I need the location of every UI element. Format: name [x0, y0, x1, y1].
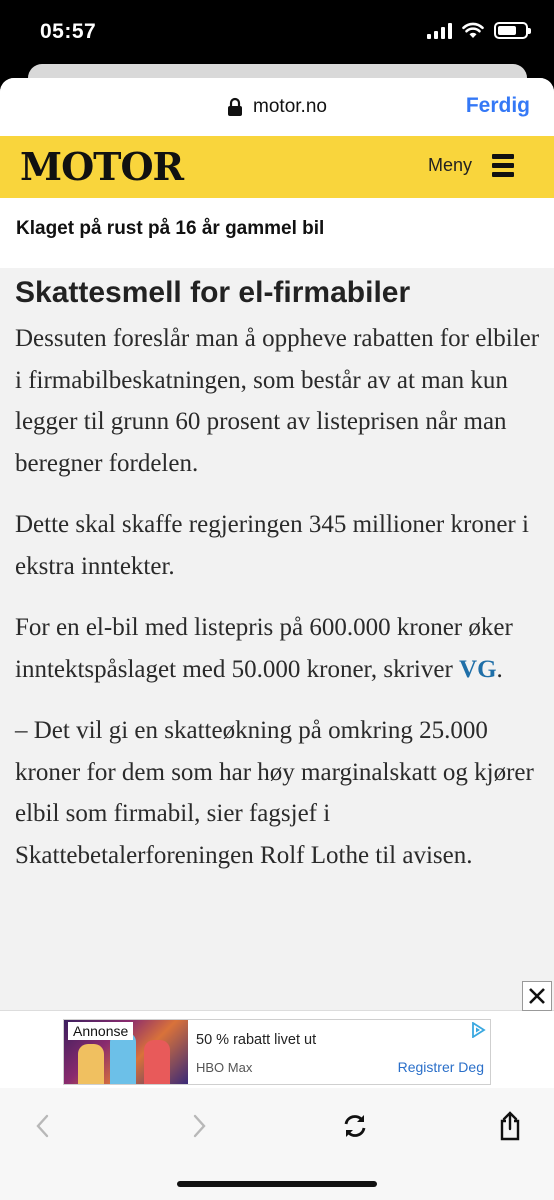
article-body [15, 274, 550, 896]
hamburger-icon [492, 154, 514, 177]
lock-icon [227, 97, 243, 117]
article-paragraph: – Det vil gi en skatteøkning på omkring 25.000 kroner for dem som har høy marginalskatt og kjører elbil som firmabil, sier fagsjef i Skattebetalerforeningen Rolf Lothe til avisen. [15, 717, 534, 869]
back-button[interactable] [22, 1106, 62, 1146]
status-icons [427, 22, 528, 39]
ad-brand: HBO Max [196, 1060, 253, 1075]
article-paragraph: Dette skal skaffe regjeringen 345 millioner kroner i ekstra inntekter. [15, 511, 529, 580]
ad-headline: 50 % rabatt livet ut [196, 1032, 317, 1048]
article-paragraph: For en el-bil med listepris på 600.000 kroner øker inntektspåslaget med 50.000 kroner, skriver VG. [15, 614, 513, 683]
url-domain: motor.no [253, 96, 327, 117]
status-bar [0, 0, 554, 64]
ad-label: Annonse [68, 1022, 133, 1040]
signal-icon [427, 23, 452, 39]
home-indicator [177, 1181, 377, 1187]
browser-sheet [0, 78, 554, 1200]
site-logo[interactable]: MOTOR [20, 144, 184, 189]
menu-button[interactable] [428, 154, 514, 177]
article-paragraph: Dessuten foreslår man å oppheve rabatten for elbiler i firmabilbeskatningen, som består av at man kun legger til grunn 60 prosent av listeprisen når man beregner fordelen. [15, 325, 540, 477]
share-button[interactable] [490, 1106, 530, 1146]
site-header [0, 136, 554, 198]
ad-content[interactable] [63, 1019, 491, 1085]
adchoices-icon[interactable] [470, 1022, 486, 1038]
reload-icon [341, 1112, 369, 1140]
related-article-bar[interactable] [0, 198, 554, 268]
menu-label: Meny [427, 155, 472, 175]
article-subheading: Skattesmell for el-firmabiler [15, 276, 411, 309]
url-bar [0, 78, 554, 136]
reload-button[interactable] [335, 1106, 375, 1146]
related-article-title[interactable]: Klaget på rust på 16 år gammel bil [16, 218, 325, 239]
ad-close-button[interactable] [522, 981, 552, 1011]
ad-banner [0, 1010, 554, 1088]
chevron-right-icon [193, 1114, 207, 1138]
battery-icon [494, 22, 528, 39]
ad-cta-button[interactable]: Registrer Deg [397, 1059, 484, 1075]
done-button[interactable]: Ferdig [465, 94, 530, 117]
status-time: 05:57 [40, 20, 97, 43]
vg-link[interactable]: VG [459, 655, 497, 683]
wifi-icon [462, 22, 484, 39]
close-icon [528, 987, 546, 1005]
forward-button[interactable] [180, 1106, 220, 1146]
share-icon [498, 1111, 522, 1141]
chevron-left-icon [35, 1114, 49, 1138]
ad-image [64, 1020, 188, 1084]
